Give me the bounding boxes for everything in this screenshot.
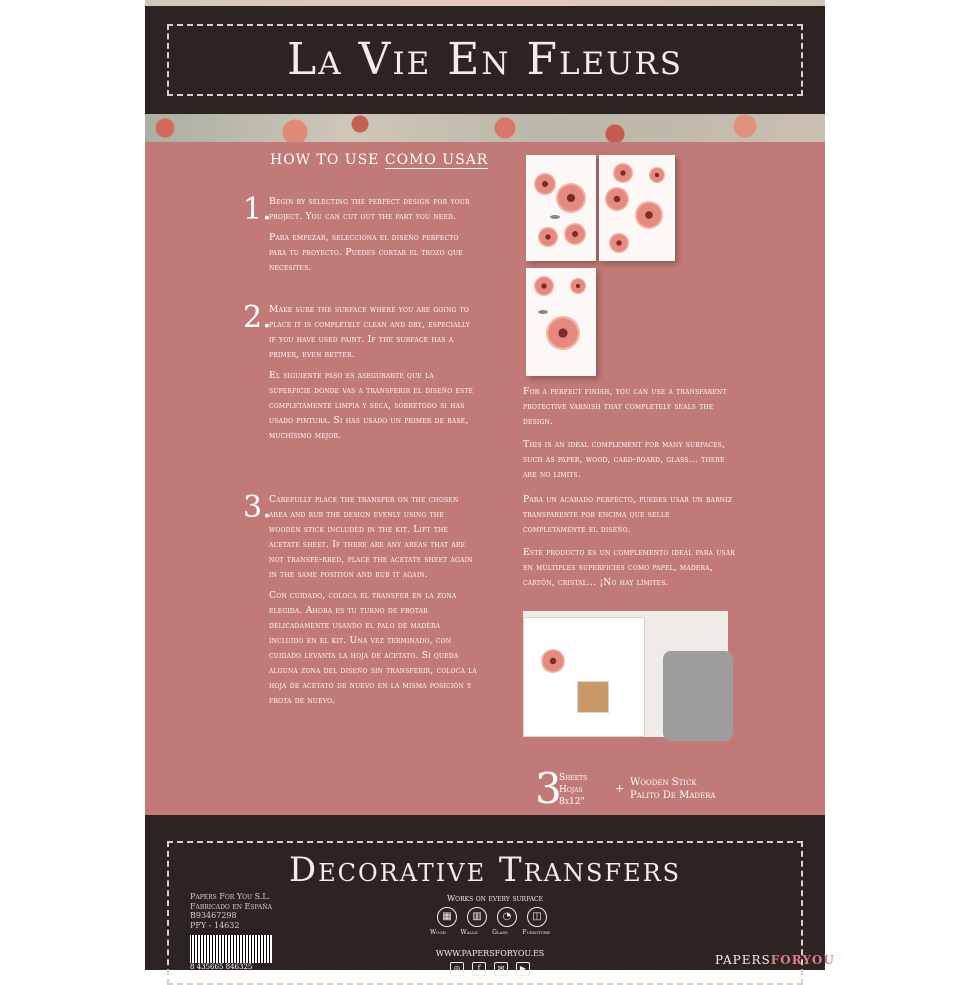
armchair-image (663, 651, 733, 741)
surface-walls: Walls (460, 929, 478, 936)
step-2-es: El siguiente paso es asegurarte que la superficie donde vas a transferir el diseño esté completamente limpia y seca, sobretodo si has usado pintura. Si has usado un primer de base, muchísimo mejor. (269, 370, 474, 441)
step-1-es: Para empezar, selecciona el diseño perfecto para tu proyecto. Puedes cortar el trozo que necesites. (269, 232, 463, 273)
how-to-heading-en: HOW TO USE (270, 152, 380, 168)
how-to-heading-es: COMO USAR (384, 152, 489, 168)
glass-icon: ◔ (497, 907, 517, 927)
product-code: PFY - 14632 (190, 920, 240, 930)
sheets-label: Sheets (559, 773, 588, 783)
product-sheet (145, 0, 846, 973)
poppy-image (534, 276, 554, 296)
palito-label: Palito De Madera (630, 790, 716, 801)
hojas-label: Hojas (559, 785, 583, 795)
product-title: La Vie En Fleurs (287, 34, 683, 85)
transfer-sheet-thumb-2 (599, 155, 675, 261)
step-3-text (269, 492, 477, 714)
walls-icon: ▥ (467, 907, 487, 927)
step-3 (243, 490, 483, 760)
floral-banner (145, 114, 825, 142)
transfer-sheet-thumb-1 (526, 155, 596, 261)
step-3-en: Carefully place the transfer on the chosen area and rub the design evenly using the wooden stick included in the kit. Lift the acetate sheet. If there are any areas that are not transfe-rred, place the acetate sheet again in the same position and rub it again. (269, 494, 473, 580)
works-on-label: Works on every surface (446, 894, 544, 903)
room-example-photo (523, 611, 728, 737)
youtube-icon[interactable]: ▶ (516, 962, 530, 976)
step-2 (243, 300, 483, 480)
poppy-image (534, 173, 556, 195)
sheet-labels (559, 772, 587, 808)
wood-icon: ▦ (437, 907, 457, 927)
header-band (145, 6, 825, 114)
stick-labels (630, 776, 715, 802)
poppy-image (613, 163, 633, 183)
basket-image (577, 681, 609, 713)
step-2-en: Make sure the surface where you are going to place it is completely clean and dry, especially if you have used paint. If the surface has a primer, even better. (269, 304, 470, 360)
poppy-image (546, 316, 580, 350)
made-in: Fabricado en España (190, 901, 272, 911)
poppy-image (609, 233, 629, 253)
company-name: Papers For You S.L. (190, 892, 271, 901)
leaf-image (550, 215, 560, 219)
brand-logo (715, 951, 846, 967)
how-to-heading (270, 152, 488, 168)
shelf-unit-image (523, 617, 645, 737)
step-1-text (269, 194, 477, 281)
barcode-number: 8 435665 846325 (190, 963, 253, 971)
step-2-number: 2. (243, 300, 272, 335)
plus-sign: + (615, 782, 625, 795)
finish-text-en (523, 384, 735, 490)
brand-mark: © (834, 951, 846, 962)
step-3-number: 3. (243, 490, 272, 525)
company-info (190, 892, 272, 930)
poppy-image (605, 187, 629, 211)
mail-icon[interactable]: ✉ (494, 962, 508, 976)
brand-for: FOR (770, 953, 803, 967)
finish-text-es (523, 492, 735, 598)
poppy-image (570, 278, 586, 294)
poppy-image (541, 649, 565, 673)
barcode-image (190, 935, 272, 963)
surface-labels (430, 929, 550, 936)
instagram-icon[interactable]: ◎ (450, 962, 464, 976)
finish-es-1: Para un acabado perfecto, puedes usar un barniz transparente por encima que selle completamente el diseño. (523, 494, 733, 535)
website-link[interactable]: WWW.PAPERSFORYOU.ES (435, 949, 545, 958)
surface-furniture: Furniture (522, 929, 550, 936)
poppy-image (649, 167, 665, 183)
poppy-image (538, 227, 558, 247)
step-3-es: Con cuidado, coloca el transfer en la zona elegida. Ahora es tu turno de frotar delicadamente usando el palo de madera incluido en el kit. Una vez terminado, con cuidado levanta la hoja de acetato. Si queda alguna zona del diseño sin transferir, coloca la hoja de acetato de nuevo en la misma posición y frota de nuevo. (269, 590, 477, 706)
company-id: B93467298 (190, 911, 237, 920)
decorative-transfers-title: Decorative Transfers (288, 850, 682, 890)
sheet-size: 8x12" (559, 797, 585, 807)
social-icons (450, 962, 530, 976)
finish-en-2: This is an ideal complement for many surfaces, such as paper, wood, card-board, glass... there are no limits. (523, 439, 726, 480)
sheet-count: 3 (535, 764, 562, 813)
poppy-image (564, 223, 586, 245)
surface-glass: Glass (492, 929, 508, 936)
step-1-number: 1. (243, 192, 272, 227)
step-1-en: Begin by selecting the perfect design for your project. You can cut out the part you need. (269, 196, 470, 222)
step-2-text (269, 302, 477, 449)
finish-es-2: Este producto es un complemento ideal para usar en múltiples superficies como papel, madera, cartón, cristal... ¡No hay límites. (523, 547, 736, 588)
brand-you: YOU (802, 953, 835, 967)
poppy-image (556, 183, 586, 213)
footer-band (145, 815, 846, 973)
transfer-sheet-thumb-3 (526, 268, 596, 376)
step-1 (243, 192, 483, 292)
facebook-icon[interactable]: f (472, 962, 486, 976)
poppy-image (635, 201, 663, 229)
surface-wood: Wood (430, 929, 446, 936)
wooden-stick-label: Wooden Stick (630, 777, 697, 788)
leaf-image (538, 310, 548, 314)
furniture-icon: ◫ (527, 907, 547, 927)
finish-en-1: For a perfect finish, you can use a transparent protective varnish that completely seals the design. (523, 386, 727, 427)
surface-icons (437, 907, 547, 927)
brand-papers: PAPERS (715, 953, 771, 967)
